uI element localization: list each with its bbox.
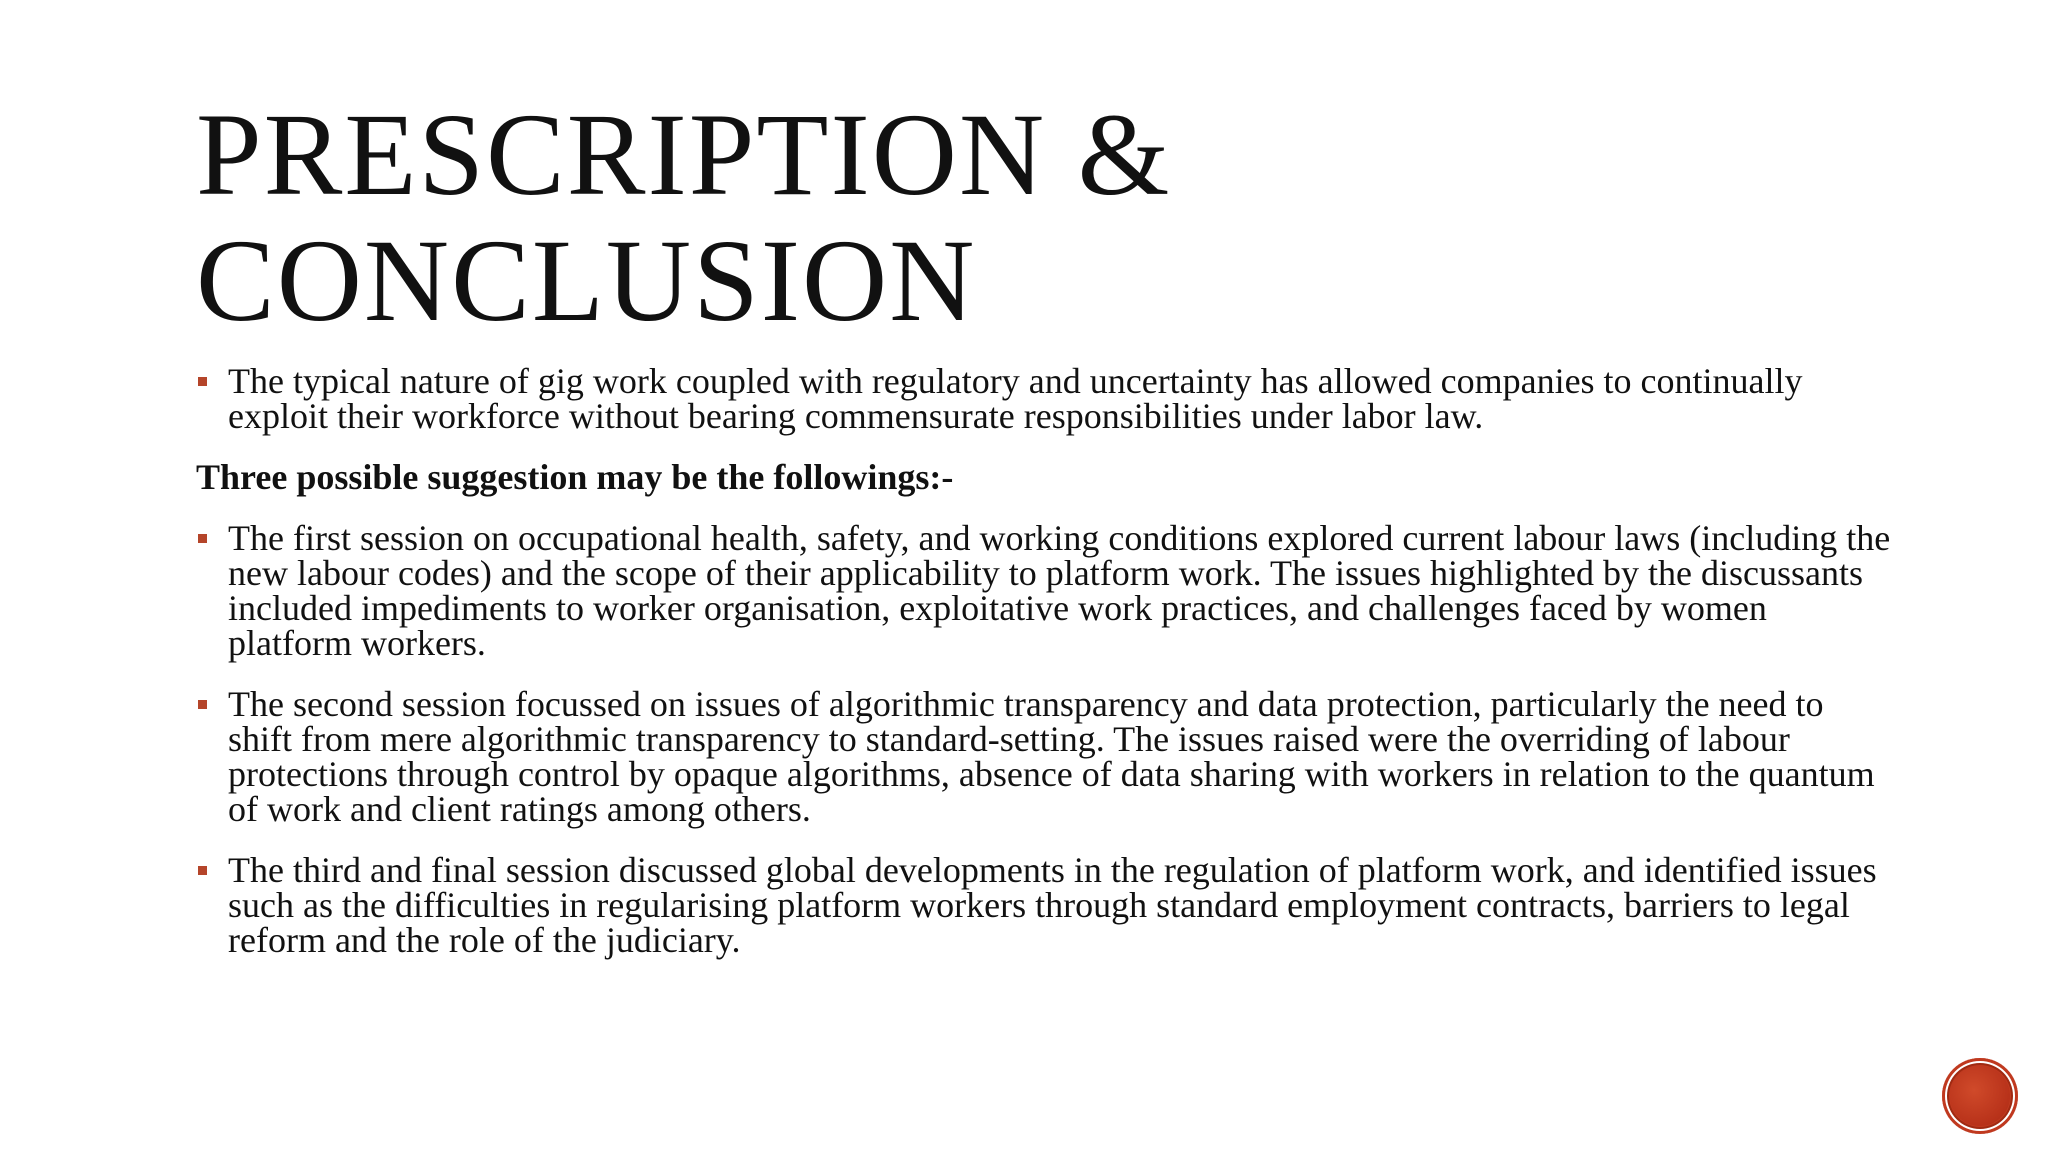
list-item-text: The third and final session discussed global developments in the regulation of platform work, and identified issues such as the difficulties in regularising platform workers through standard employment contracts, barriers to legal reform and the role of the judiciary.: [228, 850, 1877, 960]
square-bullet-icon: [198, 534, 207, 543]
title-line-2: CONCLUSION: [196, 215, 977, 346]
square-bullet-icon: [198, 377, 207, 386]
circle-button-icon[interactable]: [1942, 1058, 2018, 1134]
title-line-1: PRESCRIPTION &: [196, 89, 1172, 220]
suggestions-heading: Three possible suggestion may be the followings:-: [196, 457, 954, 497]
list-item: [196, 850, 1896, 960]
slide-content: [196, 361, 1896, 984]
list-item: [196, 684, 1896, 829]
list-item: [196, 518, 1896, 663]
square-bullet-icon: [198, 866, 207, 875]
list-item-text: The second session focussed on issues of algorithmic transparency and data protection, particularly the need to shift from mere algorithmic transparency to standard-setting. The issues raised were the overriding of labour protections through control by opaque algorithms, absence of data sharing with workers in relation to the quantum of work and client ratings among others.: [228, 684, 1875, 829]
square-bullet-icon: [198, 700, 207, 709]
intro-bullet-text: The typical nature of gig work coupled with regulatory and uncertainty has allowed companies to continually exploit their workforce without bearing commensurate responsibilities under labor law.: [228, 361, 1803, 436]
slide-title: [196, 89, 1796, 346]
intro-bullet: [196, 361, 1896, 436]
circle-button-inner: [1950, 1066, 2010, 1126]
list-item-text: The first session on occupational health, safety, and working conditions explored current labour laws (including the new labour codes) and the scope of their applicability to platform work. The issues highlighted by the discussants included impediments to worker organisation, exploitative work practices, and challenges faced by women platform workers.: [228, 518, 1891, 663]
